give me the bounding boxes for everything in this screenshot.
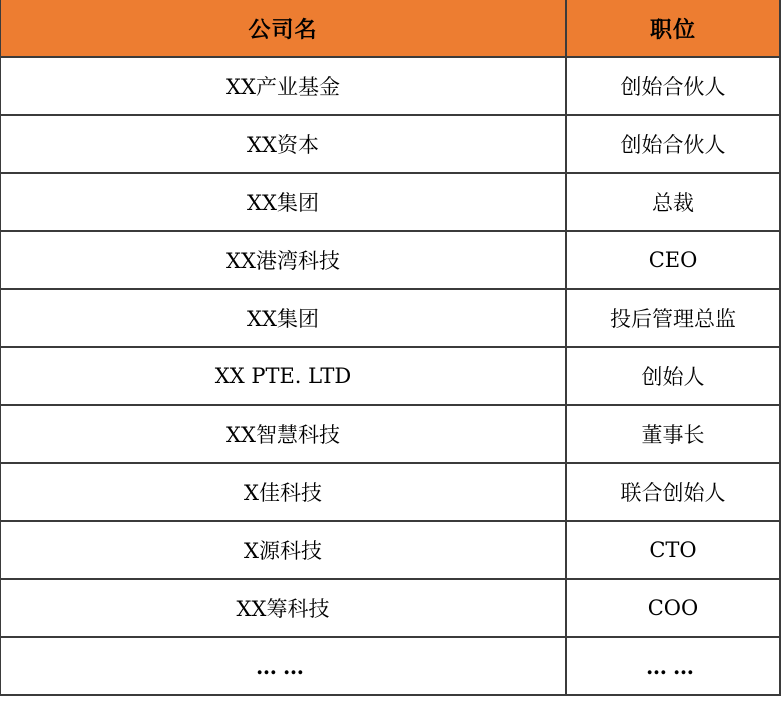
company-cell: XX产业基金 [0, 57, 566, 115]
position-cell: 创始人 [566, 347, 780, 405]
table-row-ellipsis [0, 637, 780, 695]
position-cell: 董事长 [566, 405, 780, 463]
table-row [0, 405, 780, 463]
table-row [0, 521, 780, 579]
company-cell: X佳科技 [0, 463, 566, 521]
company-cell: XX港湾科技 [0, 231, 566, 289]
company-cell: XX筹科技 [0, 579, 566, 637]
company-cell: XX集团 [0, 289, 566, 347]
table-row [0, 289, 780, 347]
table-row [0, 57, 780, 115]
company-cell-ellipsis: …… [0, 637, 566, 695]
company-cell: XX集团 [0, 173, 566, 231]
position-cell: COO [566, 579, 780, 637]
position-cell: CTO [566, 521, 780, 579]
position-cell: 联合创始人 [566, 463, 780, 521]
table-body [0, 57, 780, 695]
table-row [0, 463, 780, 521]
position-cell-ellipsis: …… [566, 637, 780, 695]
position-cell: 创始合伙人 [566, 57, 780, 115]
table-row [0, 579, 780, 637]
company-cell: XX智慧科技 [0, 405, 566, 463]
column-header-position: 职位 [566, 0, 780, 57]
position-cell: 投后管理总监 [566, 289, 780, 347]
position-cell: 总裁 [566, 173, 780, 231]
header-row [0, 0, 780, 57]
table-header [0, 0, 780, 57]
position-cell: CEO [566, 231, 780, 289]
company-cell: XX资本 [0, 115, 566, 173]
company-cell: XX PTE. LTD [0, 347, 566, 405]
table-row [0, 115, 780, 173]
table-row [0, 231, 780, 289]
position-cell: 创始合伙人 [566, 115, 780, 173]
column-header-company: 公司名 [0, 0, 566, 57]
table-row [0, 347, 780, 405]
table-row [0, 173, 780, 231]
company-cell: X源科技 [0, 521, 566, 579]
